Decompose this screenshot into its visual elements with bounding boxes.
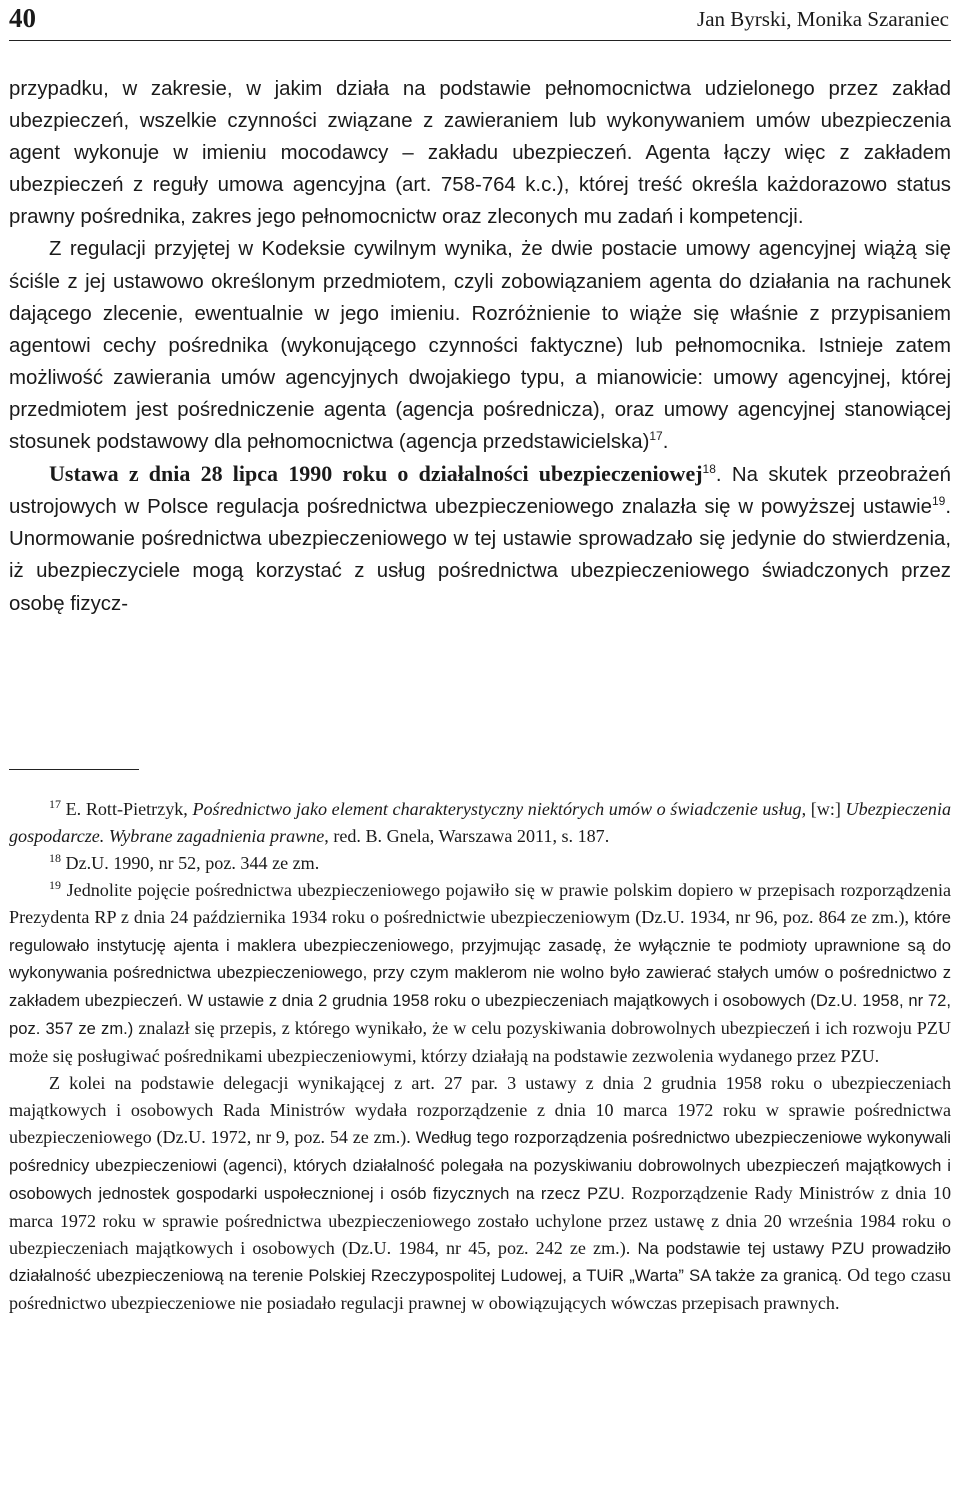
footnote-19-continued bbox=[9, 1070, 951, 1317]
paragraph-agent-powers bbox=[9, 73, 951, 233]
footnote-text: które regulowało instytucję ajenta i maklera ubezpieczeniowego, przyjmując zasadę, że wyłącznie te podmioty uprawnione są do wykonywania pośrednictwa ubezpieczeniowego, przy czym maklerom nie wolno było zawierać stałych umów o pośrednictwo z zakładem ubezpieczeń. W ustawie z dnia 2 grudnia 1958 roku o ubezpieczeniach majątkowych i osobowych (Dz.U. 1958, nr 72, poz. 357 ze zm.) bbox=[9, 907, 951, 1039]
page-number: 40 bbox=[9, 3, 36, 33]
footnote-text: Dz.U. 1990, nr 52, poz. 344 ze zm. bbox=[61, 852, 320, 873]
footnote-text: znalazł się przepis, z którego wynikało, że w celu pozyskiwania dobrowolnych ubezpieczeń i ich rozwoju PZU może się posługiwać pośrednikami ubezpieczeniowymi, którzy działają na podstawie zezwolenia wydanego przez PZU. bbox=[9, 1018, 951, 1067]
footnote-text: , [w:] bbox=[801, 799, 846, 819]
footnote-ref-18[interactable]: 18 bbox=[702, 462, 716, 477]
paragraph-text: . Unormowanie pośrednictwa ubezpieczeniowego w tej ustawie sprowadzało się jedynie do stwierdzenia, iż ubezpieczyciele mogą korzystać z usług pośrednictwa ubezpieczeniowego świadczonych przez osobę fizycz- bbox=[9, 496, 951, 615]
footnote-ref-17[interactable]: 17 bbox=[649, 429, 663, 444]
footnote-separator bbox=[9, 769, 139, 770]
page-header bbox=[9, 0, 951, 41]
paragraph-text: Z regulacji przyjętej w Kodeksie cywilnym wynika, że dwie postacie umowy agencyjnej wiążą się ściśle z jej ustawowo określonym przedmiotem, czyli zobowiązaniem agenta do działania na rachunek dającego zlecenie, ewentualnie w jego imieniu. bbox=[9, 238, 951, 325]
footnote-text: Z kolei na podstawie delegacji wynikającej z art. 27 par. 3 ustawy z dnia 2 grudnia 1958 roku o ubezpieczeniach majątkowych i osobowych Rada Ministrów wydała rozporządzenie z dnia 10 marca 1972 roku w sprawie pośrednictwa ubezpieczeniowego (Dz.U. 1972, nr 9, poz. 54 ze zm.). bbox=[9, 1073, 951, 1147]
footnote-ref-19[interactable]: 19 bbox=[931, 494, 946, 509]
footnote-number: 19 bbox=[49, 877, 61, 892]
footnote-text: Rozporządzenie Rady Ministrów z dnia 10 marca 1972 roku w sprawie pośrednictwa ubezpieczeniowego zostało uchylone przez ustawę z dnia 20 września 1984 roku o ubezpieczeniach majątkowych i osobowych (Dz.U. 1984, nr 45, poz. 242 ze zm.). bbox=[9, 1182, 952, 1258]
footnote-cited-title: Pośrednictwo jako element charakterystyczny niektórych umów o świadczenie usług bbox=[192, 799, 802, 819]
paragraph-text: . Na skutek przeobrażeń ustrojowych w Polsce regulacja pośrednictwa ubezpieczeniowego znalazła się w powyższej ustawie bbox=[9, 464, 951, 519]
footnote-text: Jednolite pojęcie pośrednictwa ubezpieczeniowego pojawiło się w prawie polskim dopiero w przepisach rozporządzenia Prezydenta RP z dnia 24 października 1934 roku o pośrednictwie ubezpieczeniowym (Dz.U. 1934, nr 96, poz. 864 ze zm.), bbox=[9, 879, 951, 927]
footnote-19 bbox=[9, 877, 951, 1070]
paragraph-agency-types bbox=[9, 233, 951, 458]
footnote-number: 17 bbox=[49, 796, 61, 811]
footnote-text: E. Rott-Pietrzyk, bbox=[61, 799, 193, 819]
footnote-18 bbox=[9, 850, 951, 877]
section-heading-act-1990: Ustawa z dnia 28 lipca 1990 roku o działalności ubezpieczeniowej bbox=[49, 461, 703, 487]
paragraph-insurance-act bbox=[9, 458, 951, 619]
document-page bbox=[9, 0, 951, 1485]
footnotes bbox=[9, 796, 951, 1317]
footnote-17 bbox=[9, 796, 951, 850]
footnote-text: Według tego rozporządzenia pośrednictwo ubezpieczeniowe wykonywali pośrednicy ubezpieczeniowi (agenci), których działalność polegała na pozyskiwaniu dobrowolnych ubezpieczeń majątkowych i osobowych jednostek gospodarki uspołecznionej i osób fizycznych na rzecz PZU. bbox=[9, 1127, 951, 1203]
main-text bbox=[9, 73, 951, 620]
paragraph-text: Istnieje zatem możliwość zawierania umów agencyjnych dwojakiego typu, a mianowicie: umowy agencyjnej, której przedmiotem jest pośredniczenie agenta (agencja pośrednicza), oraz umowy agencyjnej stanowiącej stosunek podstawowy dla pełnomocnictwa (agencja przedstawicielska) bbox=[9, 334, 951, 454]
footnote-cited-source: Ubezpieczenia gospodarcze. Wybrane zagadnienia prawne bbox=[9, 799, 952, 846]
footnote-text: , red. B. Gnela, Warszawa 2011, s. 187. bbox=[324, 825, 610, 846]
paragraph-text: przypadku, w zakresie, w jakim działa na podstawie pełnomocnictwa udzielonego przez zakład ubezpieczeń, wszelkie czynności związane z zawieraniem lub wykonywaniem umów ubezpieczenia agent wykonuje w imieniu mocodawcy – zakładu ubezpieczeń. Agenta łączy więc z zakładem ubezpieczeń z reguły umowa agencyjna (art. 758-764 k.c.), której treść określa każdorazowo status prawny pośrednika, zakres jego pełnomocnictw oraz zleconych mu zadań i kompetencji. bbox=[9, 78, 951, 229]
footnote-number: 18 bbox=[49, 850, 61, 865]
footnote-text: Od tego czasu pośrednictwo ubezpieczeniowe nie posiadało regulacji prawnej w obowiązujących wówczas przepisach prawnych. bbox=[9, 1265, 951, 1314]
running-head-authors: Jan Byrski, Monika Szaraniec bbox=[697, 7, 949, 31]
paragraph-text: Rozróżnienie to wiąże się właśnie z przypisaniem agentowi cechy pośrednika (wykonującego czynności faktyczne) lub pełnomocnika. bbox=[9, 302, 951, 357]
punctuation: . bbox=[662, 431, 669, 454]
footnote-text: Na podstawie tej ustawy PZU prowadziło działalność ubezpieczeniową na terenie Polskiej Rzeczypospolitej Ludowej, a TUiR „Warta” SA także za granicą. bbox=[9, 1238, 951, 1286]
